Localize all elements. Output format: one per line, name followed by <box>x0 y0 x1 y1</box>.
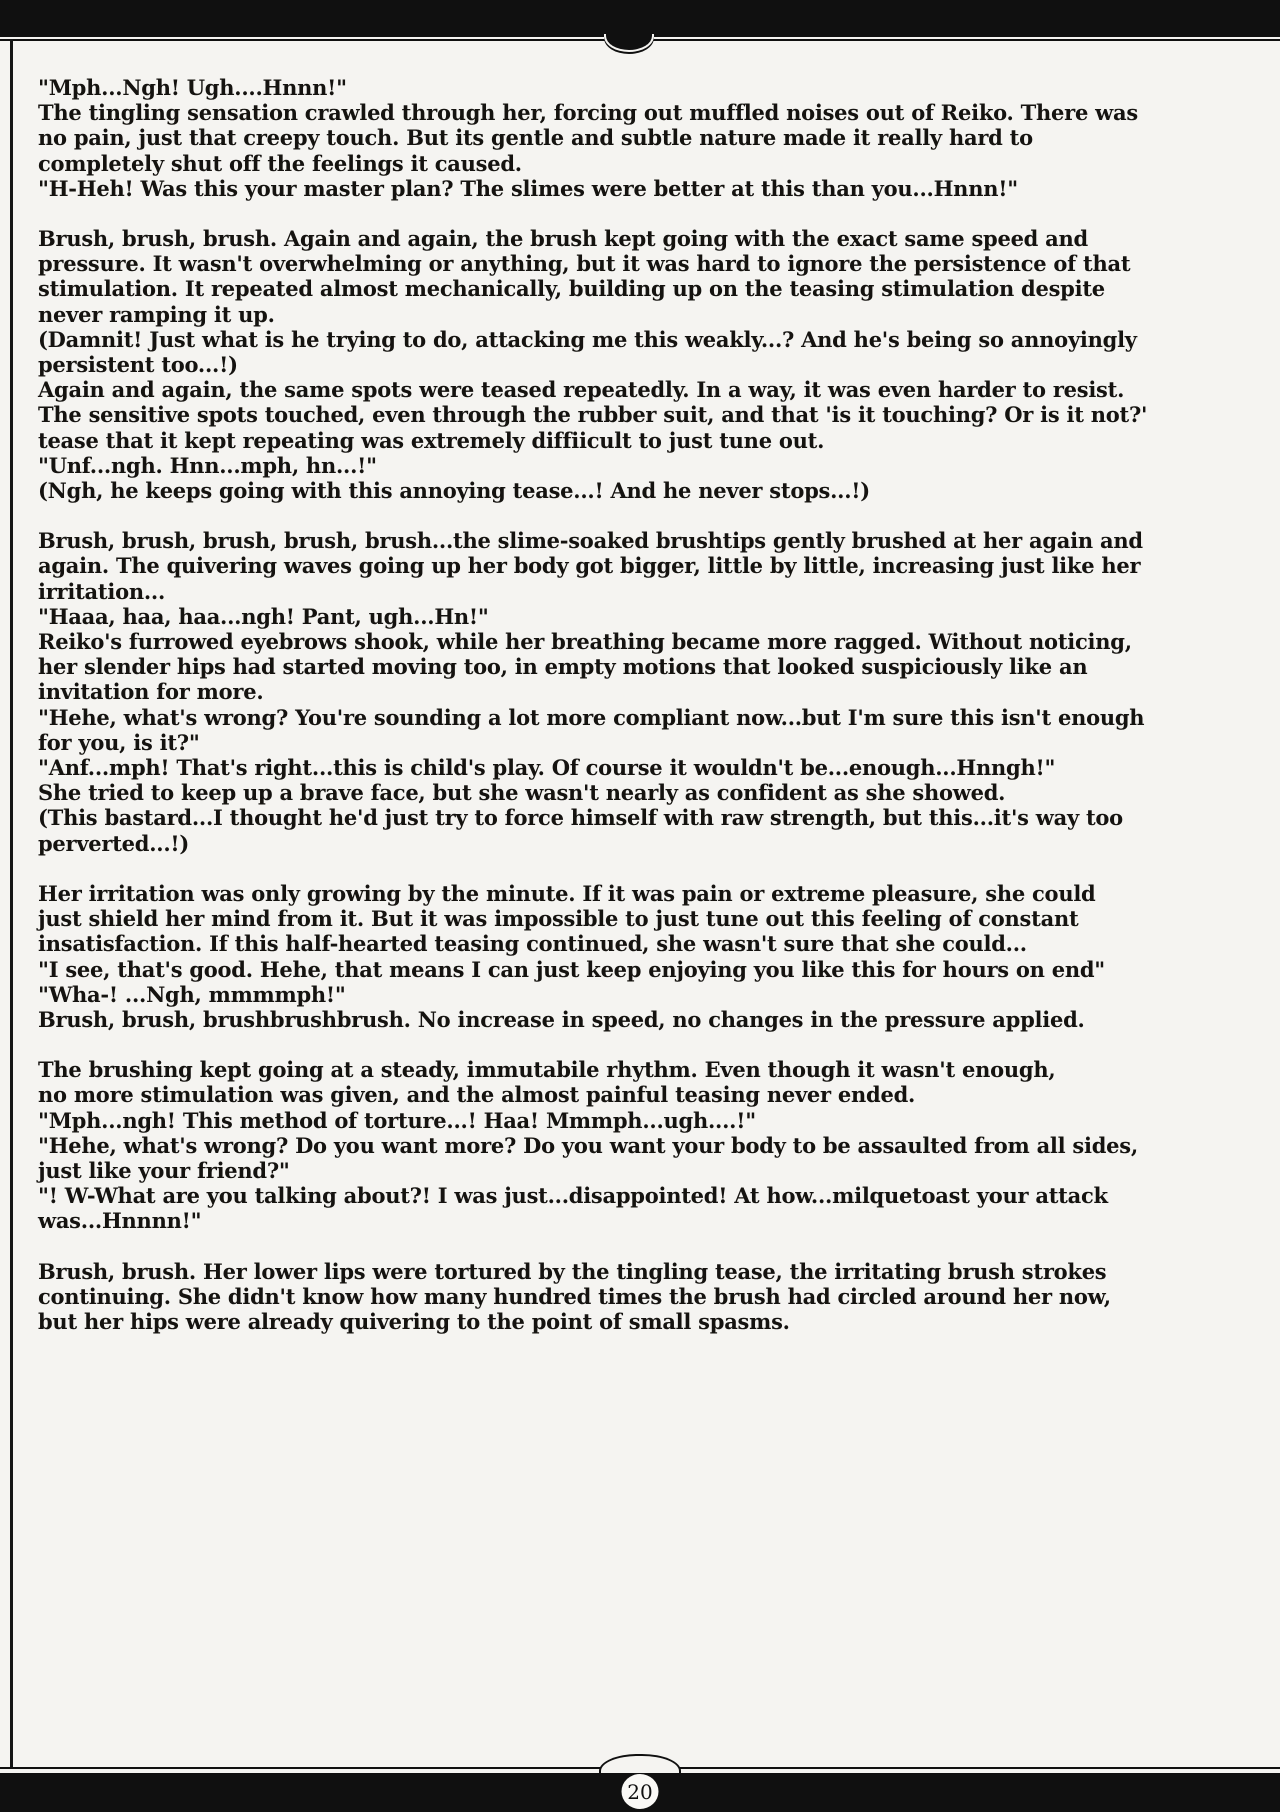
page-number-badge <box>622 1774 659 1809</box>
text-line: Brush, brush. Her lower lips were tortured by the tingling tease, the irritating brush strokes <box>38 1258 1107 1284</box>
text-line: Her irritation was only growing by the minute. If it was pain or extreme pleasure, she could <box>38 880 1096 906</box>
text-line: The tingling sensation crawled through her, forcing out muffled noises out of Reiko. There was <box>38 100 1138 126</box>
text-line: Reiko's furrowed eyebrows shook, while her breathing became more ragged. Without noticing, <box>38 629 1132 655</box>
text-line: never ramping it up. <box>38 301 275 327</box>
paragraph <box>38 226 1254 503</box>
text-line: (Ngh, he keeps going with this annoying tease...! And he never stops...!) <box>38 478 870 504</box>
text-line: Brush, brush, brush, brush, brush...the slime-soaked brushtips gently brushed at her again and <box>38 528 1143 554</box>
story-text <box>38 75 1254 1334</box>
text-line: her slender hips had started moving too, in empty motions that looked suspiciously like an <box>38 654 1088 680</box>
text-line: Brush, brush, brushbrushbrush. No increase in speed, no changes in the pressure applied. <box>38 1006 1085 1032</box>
text-line: insatisfaction. If this half-hearted teasing continued, she wasn't sure that she could... <box>38 931 1027 957</box>
text-line: "Anf...mph! That's right...this is child's play. Of course it wouldn't be...enough...Hnngh!" <box>38 755 1056 781</box>
text-line: no pain, just that creepy touch. But its gentle and subtle nature made it really hard to <box>38 125 1033 151</box>
text-line: The sensitive spots touched, even through the rubber suit, and that 'is it touching? Or is it not?' <box>38 402 1148 428</box>
paragraph <box>38 1259 1254 1335</box>
paragraph <box>38 1057 1254 1233</box>
text-line: perverted...!) <box>38 830 190 856</box>
text-line: The brushing kept going at a steady, immutabile rhythm. Even though it wasn't enough, <box>38 1057 1056 1083</box>
paragraph <box>38 528 1254 856</box>
text-line: irritation... <box>38 578 166 604</box>
text-line: completely shut off the feelings it caused. <box>38 150 522 176</box>
text-line: "I see, that's good. Hehe, that means I can just keep enjoying you like this for hours on end" <box>38 956 1106 982</box>
text-line: for you, is it?" <box>38 729 200 755</box>
text-line: just like your friend?" <box>38 1157 290 1183</box>
text-line: (Damnit! Just what is he trying to do, attacking me this weakly...? And he's being so annoyingly <box>38 326 1137 352</box>
text-line: but her hips were already quivering to the point of small spasms. <box>38 1308 790 1334</box>
text-line: no more stimulation was given, and the almost painful teasing never ended. <box>38 1082 916 1108</box>
text-line: Brush, brush, brush. Again and again, the brush kept going with the exact same speed and <box>38 226 1088 252</box>
text-line: "! W-What are you talking about?! I was just...disappointed! At how...milquetoast your attack <box>38 1183 1108 1209</box>
text-line: "Unf...ngh. Hnn...mph, hn...!" <box>38 452 377 478</box>
text-line: "Mph...ngh! This method of torture...! Haa! Mmmph...ugh....!" <box>38 1107 756 1133</box>
page-number: 20 <box>627 1779 653 1804</box>
text-line: (This bastard...I thought he'd just try to force himself with raw strength, but this...it's way too <box>38 805 1123 831</box>
text-line: was...Hnnnn!" <box>38 1208 202 1234</box>
text-line: invitation for more. <box>38 679 264 705</box>
top-scallop-ornament-icon <box>604 34 654 52</box>
text-line: continuing. She didn't know how many hundred times the brush had circled around her now, <box>38 1283 1111 1309</box>
text-line: persistent too...!) <box>38 352 238 378</box>
text-line: "Mph...Ngh! Ugh....Hnnn!" <box>38 75 347 100</box>
text-line: pressure. It wasn't overwhelming or anything, but it was hard to ignore the persistence of that <box>38 251 1131 277</box>
paragraph <box>38 75 1254 201</box>
bottom-arch-ornament-icon <box>599 1754 681 1773</box>
text-line: just shield her mind from it. But it was impossible to just tune out this feeling of constant <box>38 906 1079 932</box>
text-line: "H-Heh! Was this your master plan? The slimes were better at this than you...Hnnn!" <box>38 175 1018 201</box>
text-line: tease that it kept repeating was extremely diffiicult to just tune out. <box>38 427 825 453</box>
text-line: again. The quivering waves going up her body got bigger, little by little, increasing just like her <box>38 553 1141 579</box>
text-line: "Hehe, what's wrong? Do you want more? Do you want your body to be assaulted from all sides, <box>38 1132 1138 1158</box>
left-border-line <box>10 39 13 1767</box>
text-line: "Wha-! ...Ngh, mmmmph!" <box>38 981 346 1007</box>
paragraph <box>38 881 1254 1032</box>
text-line: "Haaa, haa, haa...ngh! Pant, ugh...Hn!" <box>38 603 489 629</box>
top-border-bar <box>0 0 1280 37</box>
text-line: "Hehe, what's wrong? You're sounding a lot more compliant now...but I'm sure this isn't enough <box>38 704 1145 730</box>
text-line: Again and again, the same spots were teased repeatedly. In a way, it was even harder to resist. <box>38 377 1125 403</box>
text-line: stimulation. It repeated almost mechanically, building up on the teasing stimulation despite <box>38 276 1105 302</box>
text-line: She tried to keep up a brave face, but she wasn't nearly as confident as she showed. <box>38 780 1006 806</box>
